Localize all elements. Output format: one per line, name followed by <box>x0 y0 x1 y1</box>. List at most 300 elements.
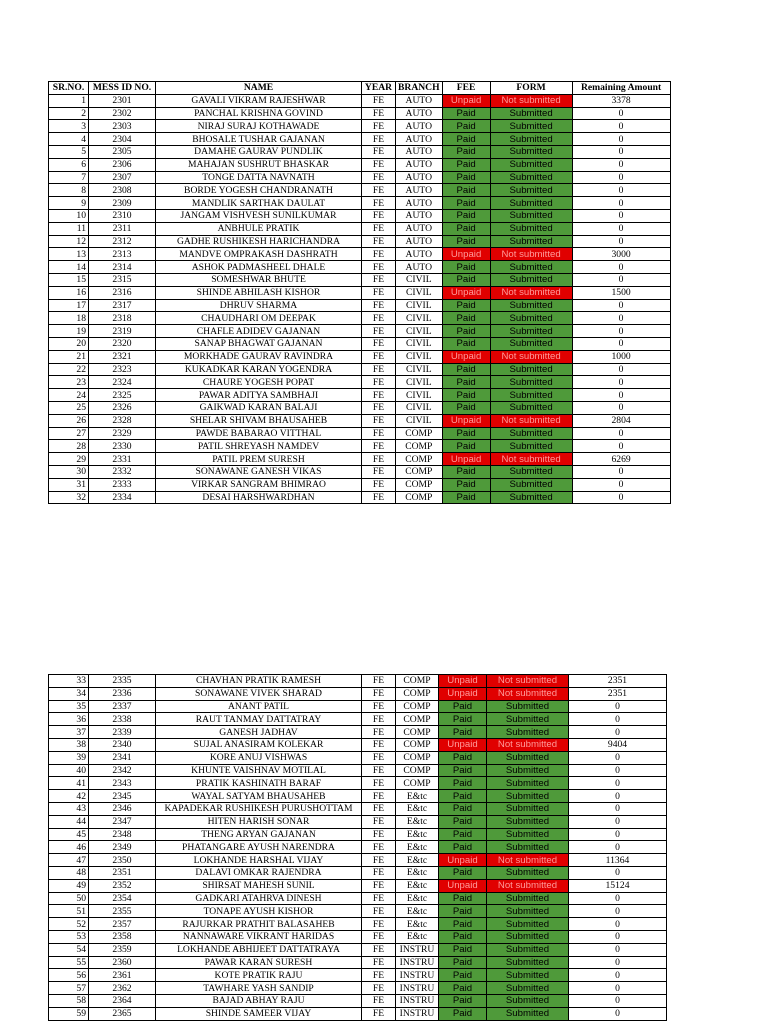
fee-status-cell: Paid <box>439 866 487 879</box>
form-status-cell: Not submitted <box>490 414 572 427</box>
sr-no-cell: 26 <box>49 414 89 427</box>
fee-status-cell: Paid <box>439 777 487 790</box>
fee-status-cell: Paid <box>439 726 487 739</box>
remaining-amount-cell: 0 <box>569 969 667 982</box>
name-cell: BAJAD ABHAY RAJU <box>156 994 362 1007</box>
remaining-amount-cell: 15124 <box>569 879 667 892</box>
mess-id-cell: 2305 <box>89 145 156 158</box>
fee-status-cell: Paid <box>442 389 490 402</box>
table-row <box>49 427 671 440</box>
mess-id-cell: 2321 <box>89 350 156 363</box>
sr-no-cell: 33 <box>49 675 89 688</box>
name-cell: DHRUV SHARMA <box>156 299 362 312</box>
sr-no-cell: 52 <box>49 918 89 931</box>
form-status-cell: Not submitted <box>490 248 572 261</box>
fee-status-cell: Paid <box>439 802 487 815</box>
branch-cell: AUTO <box>396 133 443 146</box>
table-row <box>49 120 671 133</box>
branch-cell: AUTO <box>396 171 443 184</box>
sr-no-cell: 40 <box>49 764 89 777</box>
table-row <box>49 261 671 274</box>
name-cell: SONAWANE GANESH VIKAS <box>156 465 362 478</box>
form-status-cell: Submitted <box>490 389 572 402</box>
table-row <box>49 465 671 478</box>
form-status-cell: Submitted <box>487 969 569 982</box>
year-cell: FE <box>362 994 396 1007</box>
remaining-amount-cell: 0 <box>569 994 667 1007</box>
form-status-cell: Submitted <box>490 107 572 120</box>
remaining-amount-cell: 0 <box>572 440 670 453</box>
mess-id-cell: 2317 <box>89 299 156 312</box>
remaining-amount-cell: 0 <box>569 802 667 815</box>
fee-status-cell: Paid <box>439 994 487 1007</box>
mess-id-cell: 2333 <box>89 478 156 491</box>
fee-status-cell: Paid <box>439 918 487 931</box>
mess-id-cell: 2301 <box>89 94 156 107</box>
year-cell: FE <box>362 675 396 688</box>
branch-cell: COMP <box>396 738 439 751</box>
header-name: NAME <box>156 82 362 95</box>
branch-cell: AUTO <box>396 145 443 158</box>
table-1-body <box>49 94 671 504</box>
fee-status-cell: Unpaid <box>439 854 487 867</box>
table-row <box>49 184 671 197</box>
branch-cell: CIVIL <box>396 312 443 325</box>
branch-cell: E&tc <box>396 879 439 892</box>
form-status-cell: Submitted <box>487 726 569 739</box>
fee-status-cell: Paid <box>439 905 487 918</box>
remaining-amount-cell: 0 <box>569 918 667 931</box>
form-status-cell: Submitted <box>490 440 572 453</box>
mess-id-cell: 2307 <box>89 171 156 184</box>
name-cell: GAIKWAD KARAN BALAJI <box>156 401 362 414</box>
remaining-amount-cell: 0 <box>572 184 670 197</box>
fee-status-cell: Paid <box>442 299 490 312</box>
fee-status-cell: Paid <box>442 376 490 389</box>
fee-status-cell: Paid <box>442 184 490 197</box>
sr-no-cell: 35 <box>49 700 89 713</box>
table-2-body <box>49 675 667 1021</box>
year-cell: FE <box>362 453 396 466</box>
name-cell: TONGE DATTA NAVNATH <box>156 171 362 184</box>
remaining-amount-cell: 0 <box>572 363 670 376</box>
year-cell: FE <box>362 982 396 995</box>
name-cell: GANESH JADHAV <box>156 726 362 739</box>
branch-cell: CIVIL <box>396 325 443 338</box>
fee-status-cell: Paid <box>442 401 490 414</box>
branch-cell: CIVIL <box>396 401 443 414</box>
name-cell: GADKARI ATAHRVA DINESH <box>156 892 362 905</box>
fee-status-cell: Paid <box>442 107 490 120</box>
sr-no-cell: 34 <box>49 687 89 700</box>
remaining-amount-cell: 0 <box>572 273 670 286</box>
table-row <box>49 145 671 158</box>
table-row <box>49 687 667 700</box>
mess-id-cell: 2335 <box>89 675 156 688</box>
table-row <box>49 401 671 414</box>
name-cell: MAHAJAN SUSHRUT BHASKAR <box>156 158 362 171</box>
mess-id-cell: 2352 <box>89 879 156 892</box>
mess-id-cell: 2346 <box>89 802 156 815</box>
mess-id-cell: 2336 <box>89 687 156 700</box>
fee-status-cell: Paid <box>442 261 490 274</box>
sr-no-cell: 29 <box>49 453 89 466</box>
table-row <box>49 235 671 248</box>
form-status-cell: Submitted <box>490 184 572 197</box>
name-cell: KAPADEKAR RUSHIKESH PURUSHOTTAM <box>156 802 362 815</box>
year-cell: FE <box>362 969 396 982</box>
fee-status-cell: Paid <box>439 828 487 841</box>
table-row <box>49 248 671 261</box>
mess-id-cell: 2314 <box>89 261 156 274</box>
name-cell: DESAI HARSHWARDHAN <box>156 491 362 504</box>
name-cell: WAYAL SATYAM BHAUSAHEB <box>156 790 362 803</box>
sr-no-cell: 32 <box>49 491 89 504</box>
sr-no-cell: 50 <box>49 892 89 905</box>
table-row <box>49 982 667 995</box>
branch-cell: COMP <box>396 751 439 764</box>
mess-id-cell: 2308 <box>89 184 156 197</box>
fee-status-cell: Paid <box>442 235 490 248</box>
sr-no-cell: 22 <box>49 363 89 376</box>
table-row <box>49 726 667 739</box>
mess-id-cell: 2316 <box>89 286 156 299</box>
mess-id-cell: 2304 <box>89 133 156 146</box>
table-row <box>49 171 671 184</box>
form-status-cell: Not submitted <box>490 350 572 363</box>
mess-id-cell: 2359 <box>89 943 156 956</box>
remaining-amount-cell: 0 <box>569 892 667 905</box>
table-row <box>49 158 671 171</box>
remaining-amount-cell: 0 <box>569 751 667 764</box>
sr-no-cell: 51 <box>49 905 89 918</box>
branch-cell: COMP <box>396 675 439 688</box>
year-cell: FE <box>362 337 396 350</box>
table-row <box>49 133 671 146</box>
year-cell: FE <box>362 235 396 248</box>
branch-cell: AUTO <box>396 94 443 107</box>
form-status-cell: Submitted <box>490 197 572 210</box>
form-status-cell: Submitted <box>487 790 569 803</box>
branch-cell: CIVIL <box>396 286 443 299</box>
year-cell: FE <box>362 905 396 918</box>
fee-status-cell: Paid <box>439 1007 487 1020</box>
form-status-cell: Submitted <box>490 337 572 350</box>
fee-status-cell: Paid <box>439 956 487 969</box>
remaining-amount-cell: 0 <box>569 790 667 803</box>
fee-status-cell: Paid <box>439 930 487 943</box>
remaining-amount-cell: 0 <box>569 726 667 739</box>
name-cell: CHAURE YOGESH POPAT <box>156 376 362 389</box>
year-cell: FE <box>362 1007 396 1020</box>
table-row <box>49 802 667 815</box>
mess-id-cell: 2323 <box>89 363 156 376</box>
year-cell: FE <box>362 815 396 828</box>
form-status-cell: Not submitted <box>487 738 569 751</box>
remaining-amount-cell: 0 <box>569 956 667 969</box>
name-cell: PRATIK KASHINATH BARAF <box>156 777 362 790</box>
branch-cell: COMP <box>396 465 443 478</box>
mess-id-cell: 2312 <box>89 235 156 248</box>
sr-no-cell: 7 <box>49 171 89 184</box>
form-status-cell: Submitted <box>487 982 569 995</box>
sr-no-cell: 38 <box>49 738 89 751</box>
branch-cell: CIVIL <box>396 350 443 363</box>
mess-id-cell: 2332 <box>89 465 156 478</box>
fee-status-cell: Unpaid <box>439 675 487 688</box>
sr-no-cell: 23 <box>49 376 89 389</box>
remaining-amount-cell: 0 <box>572 491 670 504</box>
branch-cell: E&tc <box>396 815 439 828</box>
sr-no-cell: 6 <box>49 158 89 171</box>
form-status-cell: Submitted <box>490 171 572 184</box>
sr-no-cell: 5 <box>49 145 89 158</box>
name-cell: PATIL SHREYASH NAMDEV <box>156 440 362 453</box>
fee-status-cell: Unpaid <box>439 879 487 892</box>
remaining-amount-cell: 0 <box>572 401 670 414</box>
branch-cell: INSTRU <box>396 943 439 956</box>
mess-id-cell: 2313 <box>89 248 156 261</box>
form-status-cell: Submitted <box>490 491 572 504</box>
year-cell: FE <box>362 184 396 197</box>
year-cell: FE <box>362 158 396 171</box>
name-cell: HITEN HARISH SONAR <box>156 815 362 828</box>
sr-no-cell: 36 <box>49 713 89 726</box>
mess-id-cell: 2355 <box>89 905 156 918</box>
form-status-cell: Not submitted <box>490 94 572 107</box>
table-row <box>49 956 667 969</box>
year-cell: FE <box>362 918 396 931</box>
table-row <box>49 299 671 312</box>
table-row <box>49 969 667 982</box>
remaining-amount-cell: 0 <box>572 133 670 146</box>
mess-id-cell: 2334 <box>89 491 156 504</box>
form-status-cell: Submitted <box>487 1007 569 1020</box>
fee-status-cell: Paid <box>442 145 490 158</box>
form-status-cell: Submitted <box>487 777 569 790</box>
table-row <box>49 478 671 491</box>
branch-cell: E&tc <box>396 841 439 854</box>
sr-no-cell: 16 <box>49 286 89 299</box>
year-cell: FE <box>362 465 396 478</box>
fee-status-cell: Unpaid <box>442 453 490 466</box>
sr-no-cell: 49 <box>49 879 89 892</box>
name-cell: KORE ANUJ VISHWAS <box>156 751 362 764</box>
fee-status-cell: Unpaid <box>442 94 490 107</box>
mess-id-cell: 2364 <box>89 994 156 1007</box>
form-status-cell: Submitted <box>490 376 572 389</box>
form-status-cell: Not submitted <box>487 675 569 688</box>
remaining-amount-cell: 0 <box>572 120 670 133</box>
form-status-cell: Submitted <box>487 905 569 918</box>
remaining-amount-cell: 0 <box>572 235 670 248</box>
fee-status-cell: Paid <box>442 427 490 440</box>
remaining-amount-cell: 0 <box>569 841 667 854</box>
table-row <box>49 905 667 918</box>
sr-no-cell: 2 <box>49 107 89 120</box>
sr-no-cell: 27 <box>49 427 89 440</box>
fee-status-cell: Paid <box>442 197 490 210</box>
name-cell: NANNAWARE VIKRANT HARIDAS <box>156 930 362 943</box>
form-status-cell: Submitted <box>487 713 569 726</box>
mess-id-cell: 2350 <box>89 854 156 867</box>
fee-status-cell: Paid <box>439 713 487 726</box>
form-status-cell: Submitted <box>487 841 569 854</box>
fee-status-cell: Paid <box>442 363 490 376</box>
form-status-cell: Submitted <box>490 401 572 414</box>
branch-cell: AUTO <box>396 248 443 261</box>
table-row <box>49 337 671 350</box>
fee-status-cell: Paid <box>442 171 490 184</box>
remaining-amount-cell: 0 <box>572 337 670 350</box>
name-cell: GADHE RUSHIKESH HARICHANDRA <box>156 235 362 248</box>
remaining-amount-cell: 0 <box>572 222 670 235</box>
sr-no-cell: 10 <box>49 209 89 222</box>
form-status-cell: Submitted <box>487 828 569 841</box>
table-row <box>49 700 667 713</box>
branch-cell: CIVIL <box>396 337 443 350</box>
branch-cell: AUTO <box>396 209 443 222</box>
name-cell: GAVALI VIKRAM RAJESHWAR <box>156 94 362 107</box>
year-cell: FE <box>362 107 396 120</box>
year-cell: FE <box>362 350 396 363</box>
mess-id-cell: 2328 <box>89 414 156 427</box>
fee-status-cell: Paid <box>442 337 490 350</box>
mess-id-cell: 2331 <box>89 453 156 466</box>
branch-cell: COMP <box>396 453 443 466</box>
sr-no-cell: 21 <box>49 350 89 363</box>
year-cell: FE <box>362 273 396 286</box>
name-cell: VIRKAR SANGRAM BHIMRAO <box>156 478 362 491</box>
fee-status-cell: Paid <box>442 120 490 133</box>
remaining-amount-cell: 9404 <box>569 738 667 751</box>
table-row <box>49 841 667 854</box>
name-cell: ANANT PATIL <box>156 700 362 713</box>
table-row <box>49 273 671 286</box>
name-cell: KHUNTE VAISHNAV MOTILAL <box>156 764 362 777</box>
sr-no-cell: 3 <box>49 120 89 133</box>
year-cell: FE <box>362 687 396 700</box>
name-cell: BORDE YOGESH CHANDRANATH <box>156 184 362 197</box>
mess-id-cell: 2357 <box>89 918 156 931</box>
table-row <box>49 751 667 764</box>
mess-id-cell: 2311 <box>89 222 156 235</box>
year-cell: FE <box>362 325 396 338</box>
form-status-cell: Submitted <box>490 261 572 274</box>
remaining-amount-cell: 2351 <box>569 675 667 688</box>
table-row <box>49 350 671 363</box>
table-row <box>49 879 667 892</box>
name-cell: LOKHANDE HARSHAL VIJAY <box>156 854 362 867</box>
form-status-cell: Submitted <box>487 994 569 1007</box>
name-cell: PANCHAL KRISHNA GOVIND <box>156 107 362 120</box>
year-cell: FE <box>362 299 396 312</box>
branch-cell: AUTO <box>396 261 443 274</box>
sr-no-cell: 57 <box>49 982 89 995</box>
name-cell: SANAP BHAGWAT GAJANAN <box>156 337 362 350</box>
remaining-amount-cell: 0 <box>572 389 670 402</box>
branch-cell: CIVIL <box>396 376 443 389</box>
table-row <box>49 930 667 943</box>
name-cell: PAWAR KARAN SURESH <box>156 956 362 969</box>
remaining-amount-cell: 3378 <box>572 94 670 107</box>
name-cell: ANBHULE PRATIK <box>156 222 362 235</box>
fee-status-cell: Paid <box>442 325 490 338</box>
sr-no-cell: 18 <box>49 312 89 325</box>
sr-no-cell: 17 <box>49 299 89 312</box>
fee-status-cell: Paid <box>442 491 490 504</box>
table-row <box>49 713 667 726</box>
header-remaining-amount: Remaining Amount <box>572 82 670 95</box>
fee-status-cell: Unpaid <box>442 414 490 427</box>
mess-id-cell: 2324 <box>89 376 156 389</box>
year-cell: FE <box>362 802 396 815</box>
remaining-amount-cell: 0 <box>572 465 670 478</box>
sr-no-cell: 58 <box>49 994 89 1007</box>
branch-cell: E&tc <box>396 892 439 905</box>
fee-status-cell: Paid <box>439 969 487 982</box>
remaining-amount-cell: 0 <box>569 700 667 713</box>
fee-status-cell: Paid <box>439 751 487 764</box>
table-row <box>49 197 671 210</box>
fee-status-cell: Unpaid <box>439 687 487 700</box>
year-cell: FE <box>362 94 396 107</box>
year-cell: FE <box>362 222 396 235</box>
remaining-amount-cell: 0 <box>569 777 667 790</box>
form-status-cell: Submitted <box>490 427 572 440</box>
remaining-amount-cell: 0 <box>572 158 670 171</box>
sr-no-cell: 31 <box>49 478 89 491</box>
sr-no-cell: 20 <box>49 337 89 350</box>
branch-cell: AUTO <box>396 158 443 171</box>
name-cell: THENG ARYAN GAJANAN <box>156 828 362 841</box>
header-row <box>49 82 671 95</box>
year-cell: FE <box>362 363 396 376</box>
name-cell: JANGAM VISHVESH SUNILKUMAR <box>156 209 362 222</box>
sr-no-cell: 37 <box>49 726 89 739</box>
fee-status-cell: Paid <box>439 790 487 803</box>
name-cell: TAWHARE YASH SANDIP <box>156 982 362 995</box>
sr-no-cell: 44 <box>49 815 89 828</box>
remaining-amount-cell: 0 <box>572 478 670 491</box>
table-row <box>49 453 671 466</box>
remaining-amount-cell: 0 <box>569 905 667 918</box>
form-status-cell: Submitted <box>487 802 569 815</box>
name-cell: CHAUDHARI OM DEEPAK <box>156 312 362 325</box>
name-cell: SONAWANE VIVEK SHARAD <box>156 687 362 700</box>
year-cell: FE <box>362 943 396 956</box>
branch-cell: CIVIL <box>396 273 443 286</box>
year-cell: FE <box>362 828 396 841</box>
name-cell: RAJURKAR PRATHIT BALASAHEB <box>156 918 362 931</box>
mess-id-cell: 2320 <box>89 337 156 350</box>
fee-status-cell: Paid <box>442 465 490 478</box>
mess-id-cell: 2318 <box>89 312 156 325</box>
year-cell: FE <box>362 197 396 210</box>
sr-no-cell: 48 <box>49 866 89 879</box>
table-row <box>49 790 667 803</box>
table-row <box>49 209 671 222</box>
year-cell: FE <box>362 401 396 414</box>
form-status-cell: Submitted <box>490 235 572 248</box>
remaining-amount-cell: 0 <box>572 197 670 210</box>
form-status-cell: Submitted <box>490 273 572 286</box>
header-year: YEAR <box>362 82 396 95</box>
form-status-cell: Submitted <box>490 363 572 376</box>
form-status-cell: Submitted <box>487 700 569 713</box>
name-cell: TONAPE AYUSH KISHOR <box>156 905 362 918</box>
header-branch: BRANCH <box>396 82 443 95</box>
